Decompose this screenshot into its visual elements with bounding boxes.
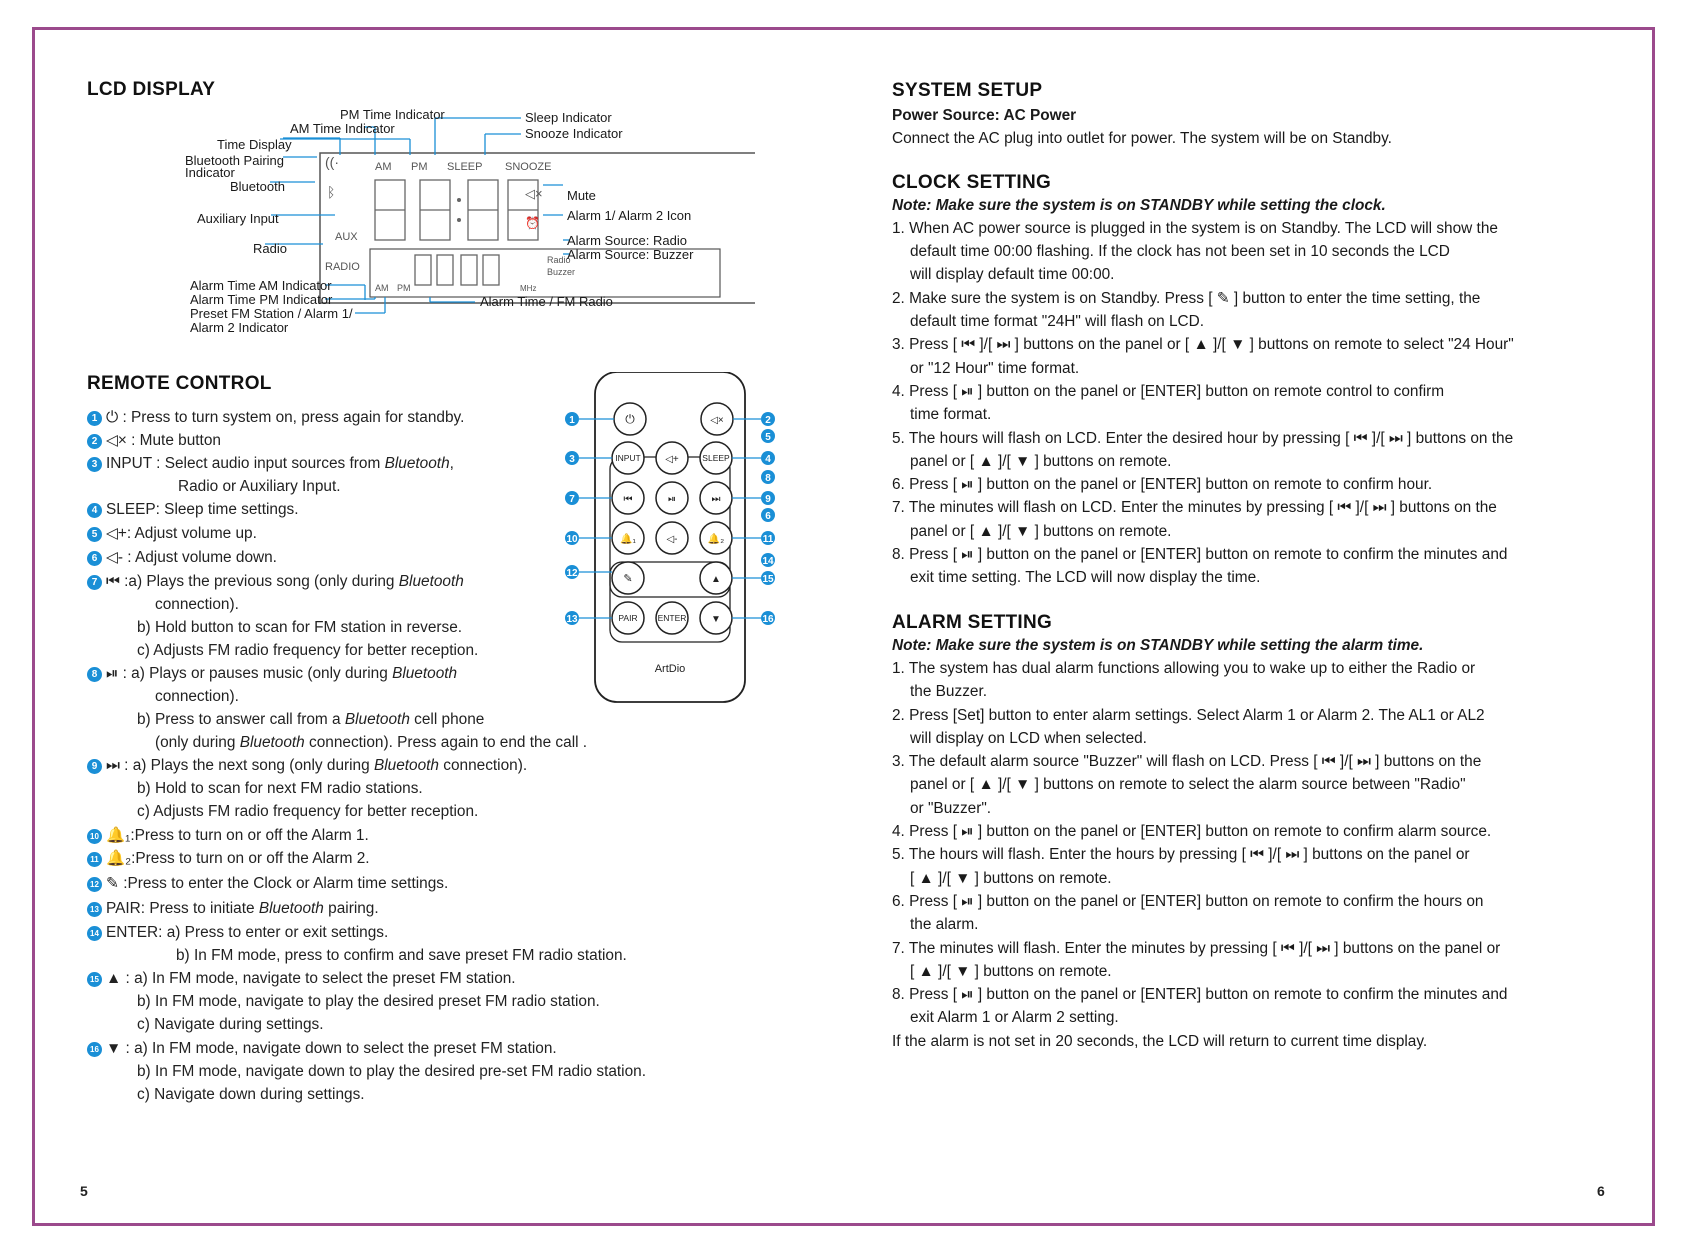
svg-text:5: 5: [765, 432, 771, 443]
lbl-mute: Mute: [567, 188, 596, 203]
step-line: panel or [ ▲ ]/[ ▼ ] buttons on remote to select the alarm source between "Radio": [910, 776, 1466, 794]
step-line: 3. The default alarm source "Buzzer" will flash on LCD. Press [ ⏮ ]/[ ⏭ ] buttons on the: [892, 753, 1482, 771]
vol-icon: ◁: [106, 549, 118, 566]
item-14-b: b) In FM mode, press to confirm and save preset FM radio station.: [176, 947, 627, 964]
svg-text:12: 12: [566, 568, 578, 579]
svg-text:▲: ▲: [711, 574, 721, 585]
item-13: 13 PAIR: Press to initiate Bluetooth pairing.: [87, 897, 379, 920]
svg-text:7: 7: [569, 494, 575, 505]
lbl-bt-pairing: Bluetooth Pairing: [185, 153, 285, 168]
lbl-alarm-icon: Alarm 1/ Alarm 2 Icon: [567, 208, 692, 223]
svg-text:🔔₂: 🔔₂: [707, 534, 725, 545]
vol-icon: ◁: [106, 525, 118, 542]
alarm1-icon: 🔔₁: [106, 827, 131, 844]
svg-text:3: 3: [569, 454, 575, 465]
step-line: or "Buzzer".: [910, 799, 992, 817]
alarm-note: Note: Make sure the system is on STANDBY while setting the alarm time.: [892, 636, 1424, 654]
power-text: Connect the AC plug into outlet for power. The system will be on Standby.: [892, 130, 1392, 148]
item-7: 7 ⏮ :a) Plays the previous song (only during Bluetooth: [87, 570, 464, 593]
step-line: 5. The hours will flash. Enter the hours by pressing [ ⏮ ]/[ ⏭ ] buttons on the panel or: [892, 846, 1470, 864]
svg-text:ENTER: ENTER: [657, 613, 687, 623]
mute-icon: ◁×: [525, 186, 543, 201]
svg-text:◁×: ◁×: [710, 415, 724, 426]
lcd-pm: PM: [411, 161, 428, 173]
page-number-left: 5: [80, 1183, 88, 1199]
svg-text:1: 1: [569, 415, 575, 426]
item-10: 10 🔔₁:Press to turn on or off the Alarm 1.: [87, 824, 369, 847]
lcd-radio: RADIO: [325, 261, 360, 273]
item-7-c: connection).: [155, 596, 239, 613]
item-2: 2 ◁× : Mute button: [87, 429, 221, 452]
alarm-setting-title: ALARM SETTING: [892, 611, 1053, 633]
lcd-diagram: [175, 105, 755, 365]
lbl-time-display: Time Display: [217, 137, 292, 152]
lbl-aux-input: Auxiliary Input: [197, 211, 279, 226]
item-9-d: b) Hold to scan for next FM radio stations.: [137, 780, 423, 797]
step-line: will display on LCD when selected.: [910, 729, 1147, 747]
step-line: 3. Press [ ⏮ ]/[ ⏭ ] buttons on the panel or [ ▲ ]/[ ▼ ] buttons on remote to select "24 Hour": [892, 336, 1514, 354]
item-16-b: b) In FM mode, navigate down to play the desired pre-set FM radio station.: [137, 1063, 646, 1080]
clock-steps: [892, 217, 1632, 590]
lbl-pm-time: PM Time Indicator: [340, 107, 445, 122]
lbl-preset: Preset FM Station / Alarm 1/: [190, 306, 353, 321]
step-line: the alarm.: [910, 916, 979, 934]
lbl-src-radio: Alarm Source: Radio: [567, 233, 687, 248]
svg-text:PAIR: PAIR: [618, 613, 638, 623]
svg-text:9: 9: [765, 494, 771, 505]
lbl-am-time: AM Time Indicator: [290, 121, 395, 136]
lbl-alarm-fm: Alarm Time / FM Radio: [480, 294, 613, 309]
item-8-d: b) Press to answer call from a Bluetooth cell phone: [137, 711, 485, 728]
svg-text:15: 15: [762, 574, 774, 585]
step-line: 4. Press [ ⏯ ] button on the panel or [ENTER] button on remote control to confirm: [892, 382, 1445, 400]
item-8-c: connection).: [155, 688, 239, 705]
item-4: 4 SLEEP: Sleep time settings.: [87, 498, 298, 521]
step-line: [ ▲ ]/[ ▼ ] buttons on remote.: [910, 962, 1112, 980]
page-number-right: 6: [1597, 1183, 1605, 1199]
svg-text:⏯: ⏯: [668, 494, 676, 505]
step-line: 1. The system has dual alarm functions allowing you to wake up to either the Radio or: [892, 659, 1476, 677]
svg-text:◁+: ◁+: [665, 454, 679, 465]
lbl-snooze: Snooze Indicator: [525, 126, 623, 141]
next-icon: ⏭: [106, 757, 120, 774]
lcd-am2: AM: [375, 283, 389, 293]
power-icon: ⏻: [106, 409, 119, 426]
item-9: 9 ⏭ : a) Plays the next song (only during Bluetooth connection).: [87, 754, 527, 777]
svg-text:⏻: ⏻: [625, 412, 635, 426]
item-15-b: b) In FM mode, navigate to play the desired preset FM radio station.: [137, 993, 600, 1010]
alarm-clock-icon: ⏰: [525, 216, 540, 230]
clock-note: Note: Make sure the system is on STANDBY while setting the clock.: [892, 196, 1386, 214]
power-source: Power Source: AC Power: [892, 107, 1077, 124]
lcd-aux: AUX: [335, 231, 358, 243]
item-3-cont: Radio or Auxiliary Input.: [178, 478, 341, 495]
up-icon: ▲: [106, 970, 122, 987]
step-line: 7. The minutes will flash on LCD. Enter the minutes by pressing [ ⏮ ]/[ ⏭ ] buttons on the: [892, 499, 1497, 517]
item-16-c: c) Navigate down during settings.: [137, 1086, 365, 1103]
remote-control-title: REMOTE CONTROL: [87, 373, 272, 394]
lcd-big-digits: [375, 180, 538, 240]
clock-setting-title: CLOCK SETTING: [892, 171, 1052, 193]
lcd-am: AM: [375, 161, 392, 173]
wifi-icon: ((·: [325, 154, 339, 170]
lcd-buzzer-src: Buzzer: [547, 267, 576, 277]
step-line: 5. The hours will flash on LCD. Enter the desired hour by pressing [ ⏮ ]/[ ⏭ ] buttons on the: [892, 429, 1514, 447]
svg-text:🔔₁: 🔔₁: [620, 534, 636, 545]
lcd-radio-src: Radio: [547, 255, 571, 265]
system-setup-title: SYSTEM SETUP: [892, 80, 1043, 101]
lbl-bluetooth: Bluetooth: [230, 179, 285, 194]
step-line: panel or [ ▲ ]/[ ▼ ] buttons on remote.: [910, 522, 1172, 540]
lcd-display-title: LCD DISPLAY: [87, 79, 216, 100]
item-12: 12 ✎ :Press to enter the Clock or Alarm time settings.: [87, 872, 448, 895]
svg-text:SLEEP: SLEEP: [702, 453, 730, 463]
step-line: 2. Make sure the system is on Standby. Press [ ✎ ] button to enter the time setting, the: [892, 289, 1481, 307]
step-line: exit time setting. The LCD will now display the time.: [910, 569, 1261, 587]
svg-text:▼: ▼: [711, 614, 721, 625]
svg-text:6: 6: [765, 511, 771, 522]
item-8-g: (only during Bluetooth connection). Press again to end the call .: [155, 734, 588, 751]
item-5: 5 ◁+: Adjust volume up.: [87, 522, 257, 545]
down-icon: ▼: [106, 1040, 122, 1057]
svg-text:◁-: ◁-: [666, 534, 678, 545]
lcd-snooze: SNOOZE: [505, 161, 552, 173]
svg-text:⏮: ⏮: [623, 494, 633, 505]
item-8: 8 ⏯ : a) Plays or pauses music (only during Bluetooth: [87, 662, 457, 685]
step-line: 8. Press [ ⏯ ] button on the panel or [ENTER] button on remote to confirm the minutes and: [892, 546, 1508, 564]
lbl-radio: Radio: [253, 241, 287, 256]
svg-text:⏭: ⏭: [711, 494, 721, 505]
svg-text:16: 16: [762, 614, 774, 625]
item-16: 16 ▼ : a) In FM mode, navigate down to select the preset FM station.: [87, 1037, 557, 1060]
lbl-indicator: Indicator: [185, 165, 235, 180]
lbl-sleep: Sleep Indicator: [525, 110, 612, 125]
step-line: 6. Press [ ⏯ ] button on the panel or [ENTER] button on remote to confirm hour.: [892, 476, 1433, 494]
item-9-e: c) Adjusts FM radio frequency for better reception.: [137, 803, 479, 820]
svg-text:2: 2: [765, 415, 771, 426]
lcd-small-digits: [415, 255, 499, 285]
remote-brand: ArtDio: [654, 663, 686, 675]
item-7-d: b) Hold button to scan for FM station in reverse.: [137, 619, 463, 636]
step-line: 7. The minutes will flash. Enter the minutes by pressing [ ⏮ ]/[ ⏭ ] buttons on the panel or: [892, 939, 1501, 957]
svg-text:INPUT: INPUT: [615, 453, 641, 463]
step-line: or "12 Hour" time format.: [910, 359, 1080, 377]
svg-text:13: 13: [566, 614, 578, 625]
lcd-pm2: PM: [397, 283, 411, 293]
item-6: 6 ◁- : Adjust volume down.: [87, 546, 277, 569]
item-14: 14 ENTER: a) Press to enter or exit settings.: [87, 921, 388, 944]
svg-text:✎: ✎: [623, 573, 633, 585]
step-line: [ ▲ ]/[ ▼ ] buttons on remote.: [910, 869, 1112, 887]
svg-text:8: 8: [765, 473, 771, 484]
item-11: 11 🔔₂:Press to turn on or off the Alarm 2.: [87, 847, 370, 870]
step-line: default time format "24H" will flash on LCD.: [910, 313, 1205, 331]
prev-icon: ⏮: [106, 573, 120, 590]
step-line: panel or [ ▲ ]/[ ▼ ] buttons on remote.: [910, 452, 1172, 470]
lbl-src-buzzer: Alarm Source: Buzzer: [567, 247, 694, 262]
lcd-mhz: MHz: [520, 284, 537, 293]
remote-diagram: [560, 372, 780, 712]
play-pause-icon: ⏯: [106, 665, 119, 682]
item-15: 15 ▲ : a) In FM mode, navigate to select the preset FM station.: [87, 967, 516, 990]
item-3: 3 INPUT : Select audio input sources from Bluetooth,: [87, 452, 454, 475]
wrench-icon: ✎: [106, 875, 119, 892]
step-line: 2. Press [Set] button to enter alarm settings. Select Alarm 1 or Alarm 2. The AL1 or AL2: [892, 706, 1485, 724]
step-line: will display default time 00:00.: [910, 266, 1115, 284]
step-line: 4. Press [ ⏯ ] button on the panel or [ENTER] button on remote to confirm alarm source.: [892, 823, 1492, 841]
item-15-c: c) Navigate during settings.: [137, 1016, 324, 1033]
svg-text:11: 11: [762, 534, 774, 545]
step-line: 1. When AC power source is plugged in the system is on Standby. The LCD will show the: [892, 219, 1498, 237]
alarm-footer: If the alarm is not set in 20 seconds, the LCD will return to current time display.: [892, 1032, 1428, 1050]
item-7-e: c) Adjusts FM radio frequency for better reception.: [137, 642, 479, 659]
lbl-alarm-pm: Alarm Time PM Indicator: [190, 292, 333, 307]
step-line: default time 00:00 flashing. If the clock has not been set in 10 seconds the LCD: [910, 243, 1450, 261]
step-line: 8. Press [ ⏯ ] button on the panel or [ENTER] button on remote to confirm the minutes and: [892, 986, 1508, 1004]
svg-text:10: 10: [566, 534, 578, 545]
bluetooth-icon: ᛒ: [327, 184, 336, 200]
step-line: exit Alarm 1 or Alarm 2 setting.: [910, 1009, 1119, 1027]
item-1: 1 ⏻ : Press to turn system on, press again for standby.: [87, 406, 464, 429]
step-line: 6. Press [ ⏯ ] button on the panel or [ENTER] button on remote to confirm the hours on: [892, 892, 1484, 910]
mute-icon: ◁×: [106, 432, 127, 449]
svg-text:14: 14: [762, 556, 774, 567]
lbl-alarm2: Alarm 2 Indicator: [190, 320, 289, 335]
lbl-alarm-am: Alarm Time AM Indicator: [190, 278, 332, 293]
alarm2-icon: 🔔₂: [106, 850, 132, 867]
step-line: the Buzzer.: [910, 683, 987, 701]
lcd-sleep: SLEEP: [447, 161, 483, 173]
right-column: [892, 80, 1632, 1053]
svg-text:4: 4: [765, 454, 771, 465]
alarm-steps: [892, 657, 1632, 1030]
step-line: time format.: [910, 406, 992, 424]
